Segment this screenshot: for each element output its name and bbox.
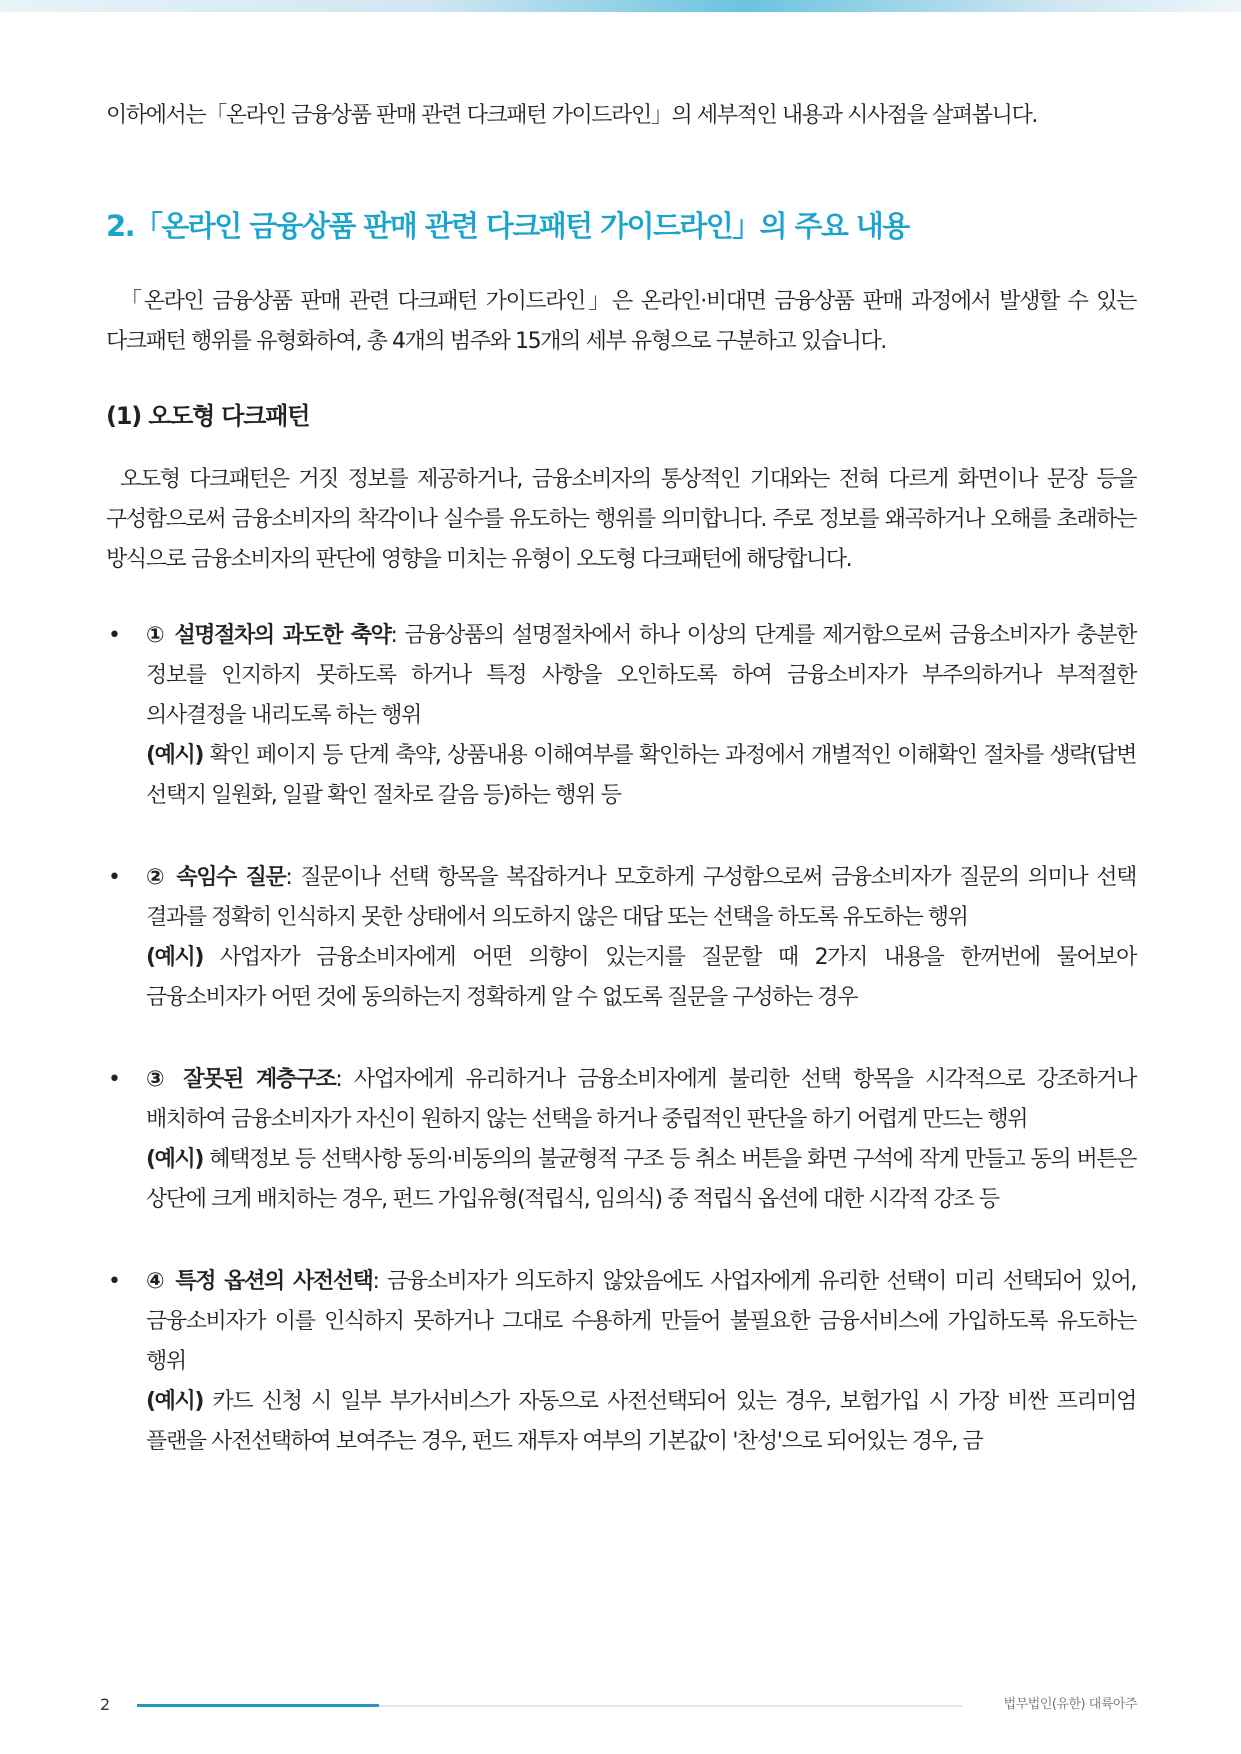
item-example — [146, 1140, 1136, 1220]
item-text: : 금융상품의 설명절차에서 하나 이상의 단계를 제거함으로써 금융소비자가 충분한 정보를 인지하지 못하도록 하거나 특정 사항을 오인하도록 하여 금융소비자가 부주의하거나 부적절한 의사결정을 내리도록 하는 행위 — [146, 623, 1136, 728]
item-title: ① 설명절차의 과도한 축약 — [146, 623, 391, 648]
dark-pattern-list — [106, 616, 1136, 1462]
item-text: : 사업자에게 유리하거나 금융소비자에게 불리한 선택 항목을 시각적으로 강조하거나 배치하여 금융소비자가 자신이 원하지 않는 선택을 하거나 중립적인 판단을 하기 어렵게 만드는 행위 — [146, 1067, 1136, 1132]
list-item — [106, 616, 1136, 816]
section-title: 2.「온라인 금융상품 판매 관련 다크패턴 가이드라인」의 주요 내용 — [106, 209, 909, 243]
intro-paragraph: 이하에서는「온라인 금융상품 판매 관련 다크패턴 가이드라인」의 세부적인 내용과 시사점을 살펴봅니다. — [106, 103, 1037, 128]
example-label: (예시) — [146, 743, 204, 768]
bullet-icon: • — [108, 1067, 121, 1092]
subsection-paragraph: 오도형 다크패턴은 거짓 정보를 제공하거나, 금융소비자의 통상적인 기대와는 전혀 다르게 화면이나 문장 등을 구성함으로써 금융소비자의 착각이나 실수를 유도하는 행위를 의미합니다. 주로 정보를 왜곡하거나 오해를 초래하는 방식으로 금융소비자의 판단에 영향을 미치는 유형이 오도형 다크패턴에 해당합니다. — [106, 467, 1136, 572]
item-title: ② 속임수 질문 — [146, 865, 286, 890]
example-label: (예시) — [146, 1389, 204, 1414]
list-item — [106, 1060, 1136, 1220]
item-example — [146, 736, 1136, 816]
section-paragraph: 「온라인 금융상품 판매 관련 다크패턴 가이드라인」은 온라인·비대면 금융상품 판매 과정에서 발생할 수 있는 다크패턴 행위를 유형화하여, 총 4개의 범주와 15개의 세부 유형으로 구분하고 있습니다. — [106, 289, 1136, 354]
document-body — [106, 96, 1136, 1504]
example-text: 혜택정보 등 선택사항 동의·비동의의 불균형적 구조 등 취소 버튼을 화면 구석에 작게 만들고 동의 버튼은 상단에 크게 배치하는 경우, 펀드 가입유형(적립식, 임의식) 중 적립식 옵션에 대한 시각적 강조 등 — [146, 1147, 1136, 1212]
list-item — [106, 858, 1136, 1018]
bullet-icon: • — [108, 623, 121, 648]
subsection-title: (1) 오도형 다크패턴 — [106, 402, 310, 430]
item-example — [146, 1382, 1136, 1462]
bullet-icon: • — [108, 865, 121, 890]
item-example — [146, 938, 1136, 1018]
example-text: 확인 페이지 등 단계 축약, 상품내용 이해여부를 확인하는 과정에서 개별적인 이해확인 절차를 생략(답변 선택지 일원화, 일괄 확인 절차로 갈음 등)하는 행위 등 — [146, 743, 1136, 808]
footer-accent-line — [137, 1704, 379, 1707]
example-label: (예시) — [146, 945, 204, 970]
item-description — [146, 616, 1136, 736]
example-text: 카드 신청 시 일부 부가서비스가 자동으로 사전선택되어 있는 경우, 보험가입 시 가장 비싼 프리미엄 플랜을 사전선택하여 보여주는 경우, 펀드 재투자 여부의 기본값이 '찬성'으로 되어있는 경우, 금 — [146, 1389, 1136, 1454]
item-description — [146, 858, 1136, 938]
example-label: (예시) — [146, 1147, 204, 1172]
page-footer — [0, 1690, 1241, 1720]
list-item — [106, 1262, 1136, 1462]
item-text: : 질문이나 선택 항목을 복잡하거나 모호하게 구성함으로써 금융소비자가 질문의 의미나 선택 결과를 정확히 인식하지 못한 상태에서 의도하지 않은 대답 또는 선택을 하도록 유도하는 행위 — [146, 865, 1136, 930]
item-text: : 금융소비자가 의도하지 않았음에도 사업자에게 유리한 선택이 미리 선택되어 있어, 금융소비자가 이를 인식하지 못하거나 그대로 수용하게 만들어 불필요한 금융서비스에 가입하도록 유도하는 행위 — [146, 1269, 1136, 1374]
bullet-icon: • — [108, 1269, 121, 1294]
firm-name: 법무법인(유한) 대륙아주 — [1003, 1697, 1137, 1712]
item-title: ③ 잘못된 계층구조 — [146, 1067, 336, 1092]
item-description — [146, 1262, 1136, 1382]
top-gradient-band — [0, 0, 1241, 12]
item-title: ④ 특정 옵션의 사전선택 — [146, 1269, 373, 1294]
item-description — [146, 1060, 1136, 1140]
page-number: 2 — [100, 1695, 111, 1714]
example-text: 사업자가 금융소비자에게 어떤 의향이 있는지를 질문할 때 2가지 내용을 한꺼번에 물어보아 금융소비자가 어떤 것에 동의하는지 정확하게 알 수 없도록 질문을 구성하는 경우 — [146, 945, 1136, 1010]
